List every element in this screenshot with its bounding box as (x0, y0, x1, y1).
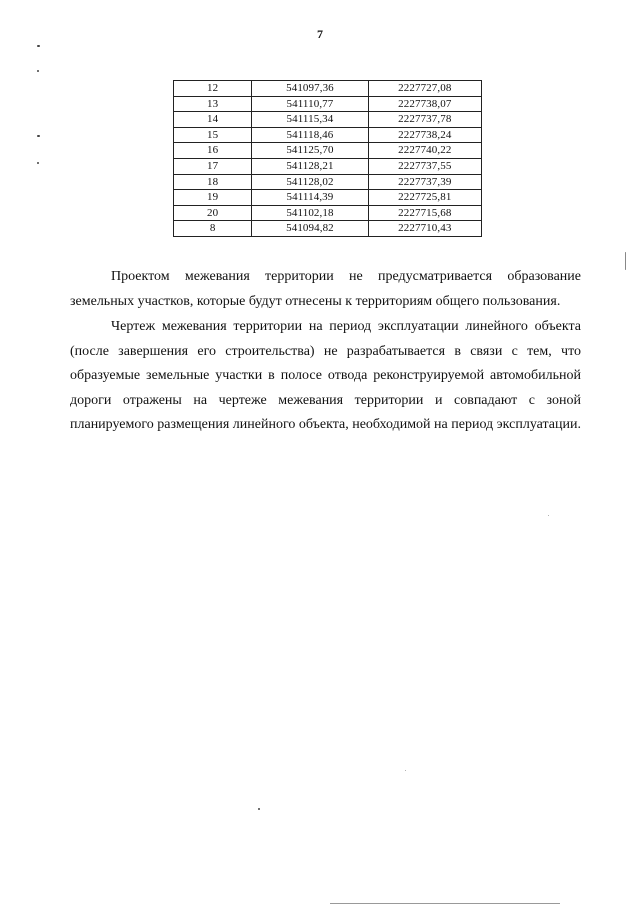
y-coordinate-cell: 2227738,24 (368, 127, 481, 143)
y-coordinate-cell: 2227740,22 (368, 143, 481, 159)
table-row (174, 112, 482, 128)
scan-mark (625, 252, 626, 270)
table-row (174, 158, 482, 174)
x-coordinate-cell: 541118,46 (252, 127, 368, 143)
y-coordinate-cell: 2227737,78 (368, 112, 481, 128)
table-row (174, 174, 482, 190)
scan-mark (37, 135, 40, 137)
x-coordinate-cell: 541115,34 (252, 112, 368, 128)
point-number-cell: 20 (174, 205, 252, 221)
x-coordinate-cell: 541097,36 (252, 81, 368, 97)
y-coordinate-cell: 2227737,55 (368, 158, 481, 174)
table-row (174, 127, 482, 143)
table-row (174, 205, 482, 221)
point-number-cell: 13 (174, 96, 252, 112)
x-coordinate-cell: 541114,39 (252, 190, 368, 206)
y-coordinate-cell: 2227738,07 (368, 96, 481, 112)
x-coordinate-cell: 541125,70 (252, 143, 368, 159)
scan-mark (258, 808, 260, 810)
paragraph-drawing-note: Чертеж межевания территории на период эксплуатации линейного объекта (после завершения его строительства) не разрабатывается в связи с тем, что образуемые земельные участки в полосе отвода реконструируемой автомобильной дороги отражены на чертеже межевания территории и совпадают с зоной планируемого размещения линейного объекта, необходимой на период эксплуатации. (70, 319, 581, 432)
point-number-cell: 18 (174, 174, 252, 190)
scan-mark (405, 770, 406, 771)
x-coordinate-cell: 541128,02 (252, 174, 368, 190)
point-number-cell: 15 (174, 127, 252, 143)
table-row (174, 81, 482, 97)
y-coordinate-cell: 2227725,81 (368, 190, 481, 206)
y-coordinate-cell: 2227737,39 (368, 174, 481, 190)
scan-edge-line (330, 903, 560, 904)
coordinates-table (173, 80, 482, 237)
table-row (174, 221, 482, 237)
point-number-cell: 14 (174, 112, 252, 128)
x-coordinate-cell: 541102,18 (252, 205, 368, 221)
scan-mark (548, 515, 549, 516)
scan-mark (37, 162, 39, 164)
point-number-cell: 16 (174, 143, 252, 159)
y-coordinate-cell: 2227727,08 (368, 81, 481, 97)
point-number-cell: 12 (174, 81, 252, 97)
x-coordinate-cell: 541110,77 (252, 96, 368, 112)
scan-mark (37, 70, 39, 72)
table-row (174, 96, 482, 112)
page-number: 7 (317, 27, 323, 41)
y-coordinate-cell: 2227710,43 (368, 221, 481, 237)
x-coordinate-cell: 541094,82 (252, 221, 368, 237)
scan-mark (37, 45, 40, 47)
y-coordinate-cell: 2227715,68 (368, 205, 481, 221)
x-coordinate-cell: 541128,21 (252, 158, 368, 174)
point-number-cell: 17 (174, 158, 252, 174)
table-row (174, 143, 482, 159)
point-number-cell: 19 (174, 190, 252, 206)
table-row (174, 190, 482, 206)
paragraph-public-land: Проектом межевания территории не предусматривается образование земельных участков, которые будут отнесены к территориям общего пользования. (70, 269, 581, 309)
point-number-cell: 8 (174, 221, 252, 237)
